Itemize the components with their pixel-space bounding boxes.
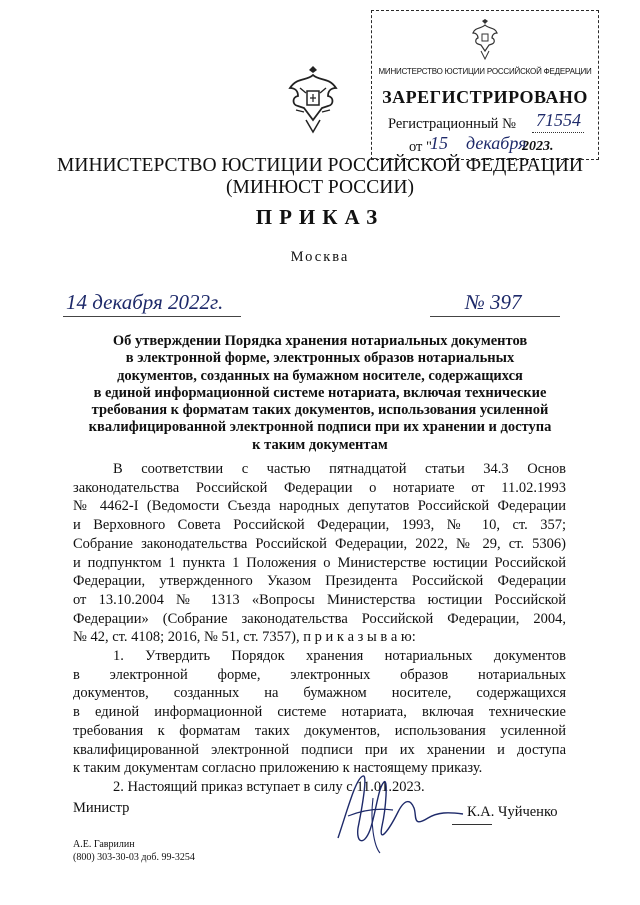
- order-title: [60, 333, 580, 454]
- title-line: в единой информационной системе нотариата, включая технические: [93, 384, 547, 401]
- stamp-date-year: 2023.: [522, 139, 554, 154]
- signer-position: Министр: [73, 800, 130, 816]
- title-line: квалифицированной электронной подписи при их хранении и доступа: [88, 419, 552, 436]
- stamp-date-month: декабря: [466, 133, 527, 153]
- divider: [430, 316, 560, 317]
- body-line: и Верховного Совета Российской Федерации, 1993, № 10, ст. 357;: [73, 517, 566, 534]
- stamp-ministry-text: МИНИСТЕРСТВО ЮСТИЦИИ РОССИЙСКОЙ ФЕДЕРАЦИИ: [378, 67, 592, 76]
- body-line: в единой информационной системе нотариата, включая технические: [73, 704, 566, 721]
- body-line: Федерации, утвержденного Указом Президента Российской Федерации: [73, 573, 566, 590]
- body-line: В соответствии с частью пятнадцатой статьи 34.3 Основ: [113, 461, 566, 477]
- body-line: № 42, ст. 4108; 2016, № 51, ст. 7357), п р и к а з ы в а ю:: [73, 629, 416, 646]
- divider: [532, 132, 584, 133]
- executor-name: А.Е. Гаврилин: [73, 839, 135, 850]
- handwritten-signature-icon: [318, 768, 468, 858]
- body-line: квалифицированной электронной подписи при их хранении и доступа: [73, 741, 566, 758]
- divider: [63, 316, 241, 317]
- ministry-name: [0, 155, 640, 199]
- signer-name: К.А. Чуйченко: [467, 804, 558, 820]
- body-line: Собрание законодательства Российской Федерации, 2022, № 29, ст. 5306): [73, 535, 566, 552]
- stamp-regnum-value: 71554: [536, 110, 581, 130]
- executor-info: [73, 839, 195, 864]
- body-line: документов, созданных на бумажном носителе, содержащихся: [73, 685, 566, 702]
- city: Москва: [290, 249, 350, 265]
- ministry-name-line: МИНИСТЕРСТВО ЮСТИЦИИ РОССИЙСКОЙ ФЕДЕРАЦИИ: [57, 155, 583, 176]
- body-line: Федерации» (Собрание законодательства Российской Федерации, 2004,: [73, 610, 566, 627]
- order-date: 14 декабря 2022г.: [66, 290, 224, 314]
- body-line: от 13.10.2004 № 1313 «Вопросы Министерства юстиции Российской: [73, 591, 566, 608]
- order-number: № 397: [465, 290, 522, 314]
- document-type: ПРИКАЗ: [255, 205, 385, 229]
- body-line: 1. Утвердить Порядок хранения нотариальных документов: [113, 648, 566, 665]
- stamp-regnum-label: Регистрационный №: [388, 116, 516, 132]
- title-line: в электронной форме, электронных образов нотариальных: [125, 350, 515, 367]
- body-line: законодательства Российской Федерации о нотариате от 11.02.1993: [73, 479, 566, 496]
- title-line: требования к форматам таких документов, использования усиленной: [91, 402, 549, 419]
- title-line: к таким документам: [252, 436, 388, 453]
- registration-stamp: [371, 10, 599, 160]
- stamp-date-prefix: от ": [409, 139, 432, 155]
- ministry-short-name: (МИНЮСТ РОССИИ): [226, 177, 414, 198]
- body-line: требования к форматам таких документов, использования усиленной: [73, 722, 566, 739]
- body-line: в электронной форме, электронных образов нотариальных: [73, 666, 566, 683]
- coat-of-arms-icon: [286, 64, 340, 134]
- body-line: 2. Настоящий приказ вступает в силу с 11.01.2023.: [113, 778, 425, 795]
- coat-of-arms-icon: [472, 19, 498, 61]
- body-line: и подпунктом 1 пункта 1 Положения о Министерстве юстиции Российской: [73, 554, 566, 571]
- stamp-registered-text: ЗАРЕГИСТРИРОВАНО: [382, 87, 588, 107]
- body-line: к таким документам согласно приложению к настоящему приказу.: [73, 760, 483, 777]
- divider: [452, 824, 492, 825]
- order-body: [73, 460, 566, 797]
- body-line: № 4462-I (Ведомости Съезда народных депутатов Российской Федерации: [73, 498, 566, 515]
- title-line: Об утверждении Порядка хранения нотариальных документов: [112, 333, 528, 349]
- stamp-date-day: 15: [430, 133, 448, 153]
- title-line: документов, созданных на бумажном носителе, содержащихся: [117, 367, 523, 384]
- executor-phone: (800) 303-30-03 доб. 99-3254: [73, 851, 195, 863]
